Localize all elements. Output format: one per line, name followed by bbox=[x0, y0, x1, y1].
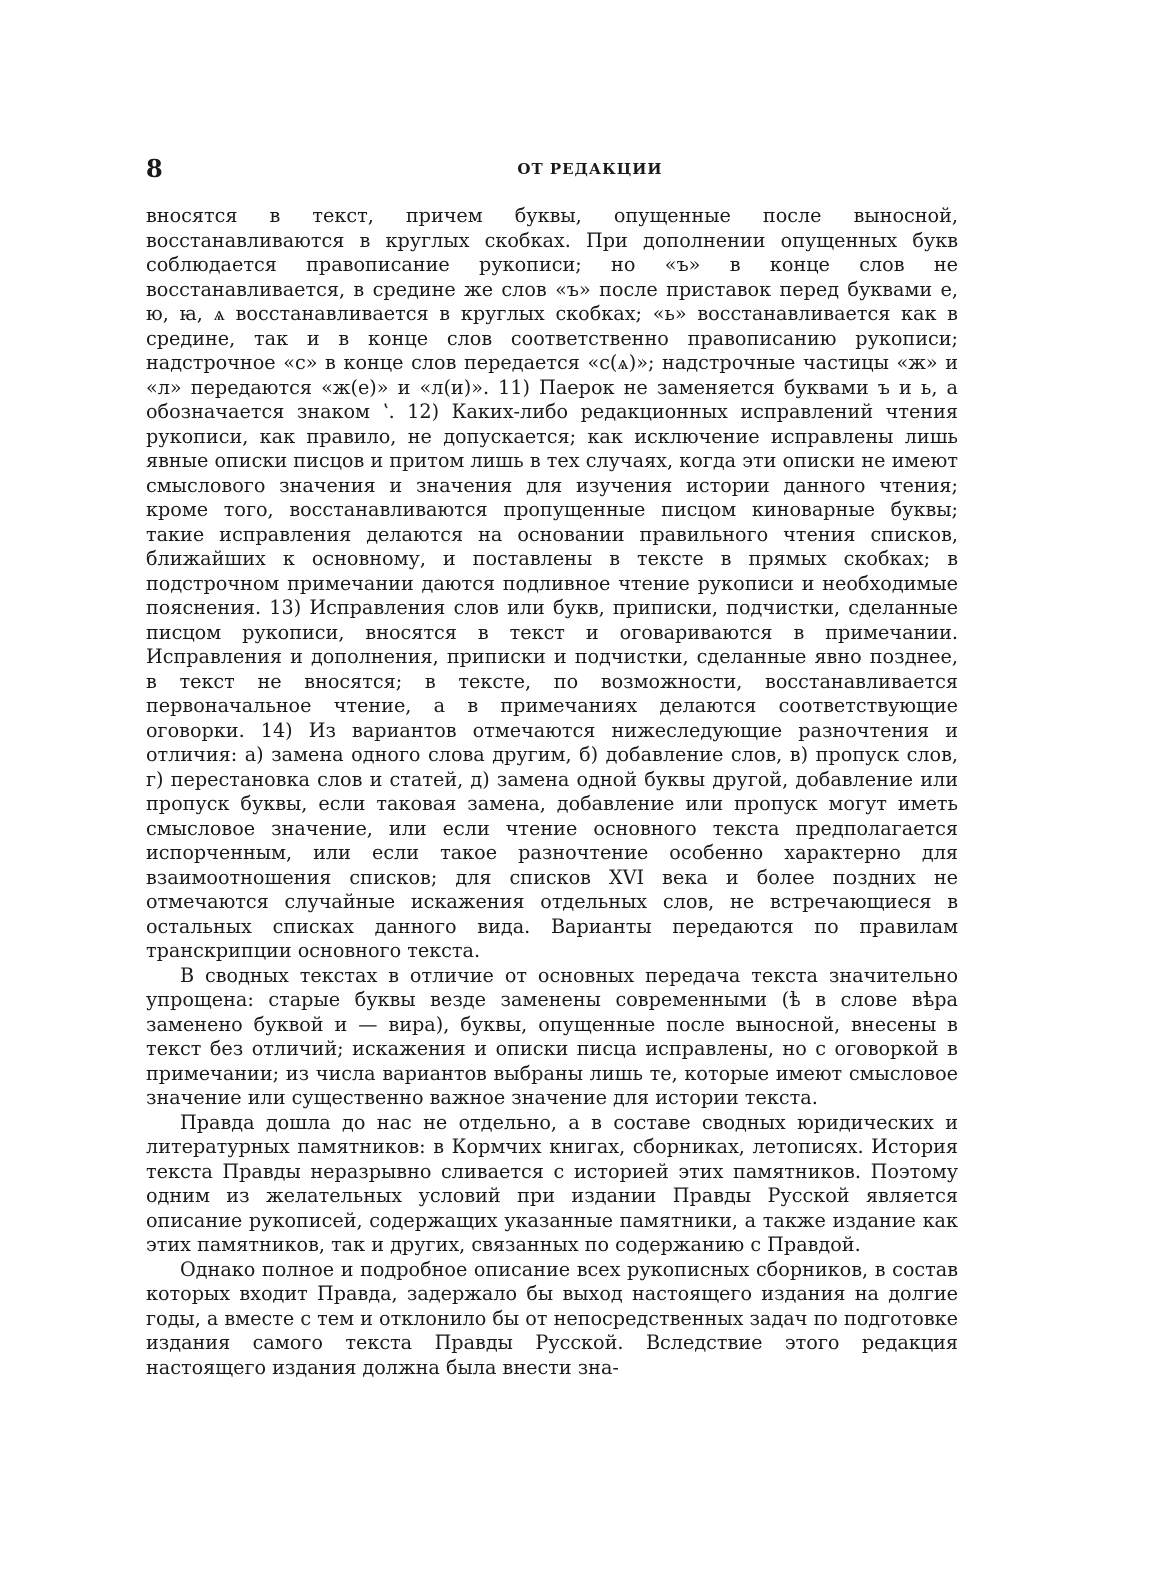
body-text bbox=[146, 204, 958, 1380]
page-number: 8 bbox=[146, 154, 163, 183]
paragraph: В сводных текстах в отличие от основных передача текста значительно упрощена: старые буквы везде заменены современными (ѣ в слове вѣра заменено буквой и — вира), буквы, опущенные после выносной, внесены в текст без отличий; искажения и описки писца исправлены, но с оговоркой в примечании; из числа вариантов выбраны лишь те, которые имеют смысловое значение или существенно важное значение для истории текста. bbox=[146, 963, 958, 1109]
paragraph-continued: вносятся в текст, причем буквы, опущенные после выносной, восстанавливаются в круглых скобках. При дополнении опущенных букв соблюдается правописание рукописи; но «ъ» в конце слов не восстанавливается, в средине же слов «ъ» после приставок перед буквами е, ю, ꙗ, ѧ восстанавливается в круглых скобках; «ь» восстанавливается как в средине, так и в конце слов соответственно правописанию рукописи; надстрочное «с» в конце слов передается «с(ѧ)»; надстрочные частицы «ж» и «л» передаются «ж(е)» и «л(и)». 11) Паерок не заменяется буквами ъ и ь, а обозначается знаком ʽ. 12) Каких-либо редакционных исправлений чтения рукописи, как правило, не допускается; как исключение исправлены лишь явные описки писцов и притом лишь в тех случаях, когда эти описки не имеют смыслового значения и значения для изучения истории данного чтения; кроме того, восстанавливаются пропущенные писцом киноварные буквы; такие исправления делаются на основании правильного чтения списков, ближайших к основному, и поставлены в тексте в прямых скобках; в подстрочном примечании даются подливное чтение рукописи и необходимые пояснения. 13) Исправления слов или букв, приписки, подчистки, сделанные писцом рукописи, вносятся в текст и оговариваются в примечании. Исправления и дополнения, приписки и подчистки, сделанные явно позднее, в текст не вносятся; в тексте, по возможности, восстанавливается первоначальное чтение, а в примечаниях делаются соответствующие оговорки. 14) Из вариантов отмечаются нижеследующие разночтения и отличия: а) замена одного слова другим, б) добавление слов, в) пропуск слов, г) перестановка слов и статей, д) замена одной буквы другой, добавление или пропуск буквы, если таковая замена, добавление или пропуск могут иметь смысловое значение, или если чтение основного текста предполагается испорченным, или если такое разночтение особенно характерно для взаимоотношения списков; для списков XVI века и более поздних не отмечаются случайные искажения отдельных слов, не встречающиеся в остальных списках данного вида. Варианты передаются по правилам транскрипции основного текста. bbox=[146, 204, 958, 962]
paragraph: Однако полное и подробное описание всех рукописных сборников, в состав которых входит Правда, задержало бы выход настоящего издания на долгие годы, а вместе с тем и отклонило бы от непосредственных задач по подготовке издания самого текста Правды Русской. Вследствие этого редакция настоящего издания должна была внести зна- bbox=[146, 1257, 958, 1379]
paragraph: Правда дошла до нас не отдельно, а в составе сводных юридических и литературных памятников: в Кормчих книгах, сборниках, летописях. История текста Правды неразрывно сливается с историей этих памятников. Поэтому одним из желательных условий при издании Правды Русской является описание рукописей, содержащих указанные памятники, а также издание как этих памятников, так и других, связанных по содержанию с Правдой. bbox=[146, 1110, 958, 1256]
running-head: ОТ РЕДАКЦИИ bbox=[517, 160, 663, 178]
